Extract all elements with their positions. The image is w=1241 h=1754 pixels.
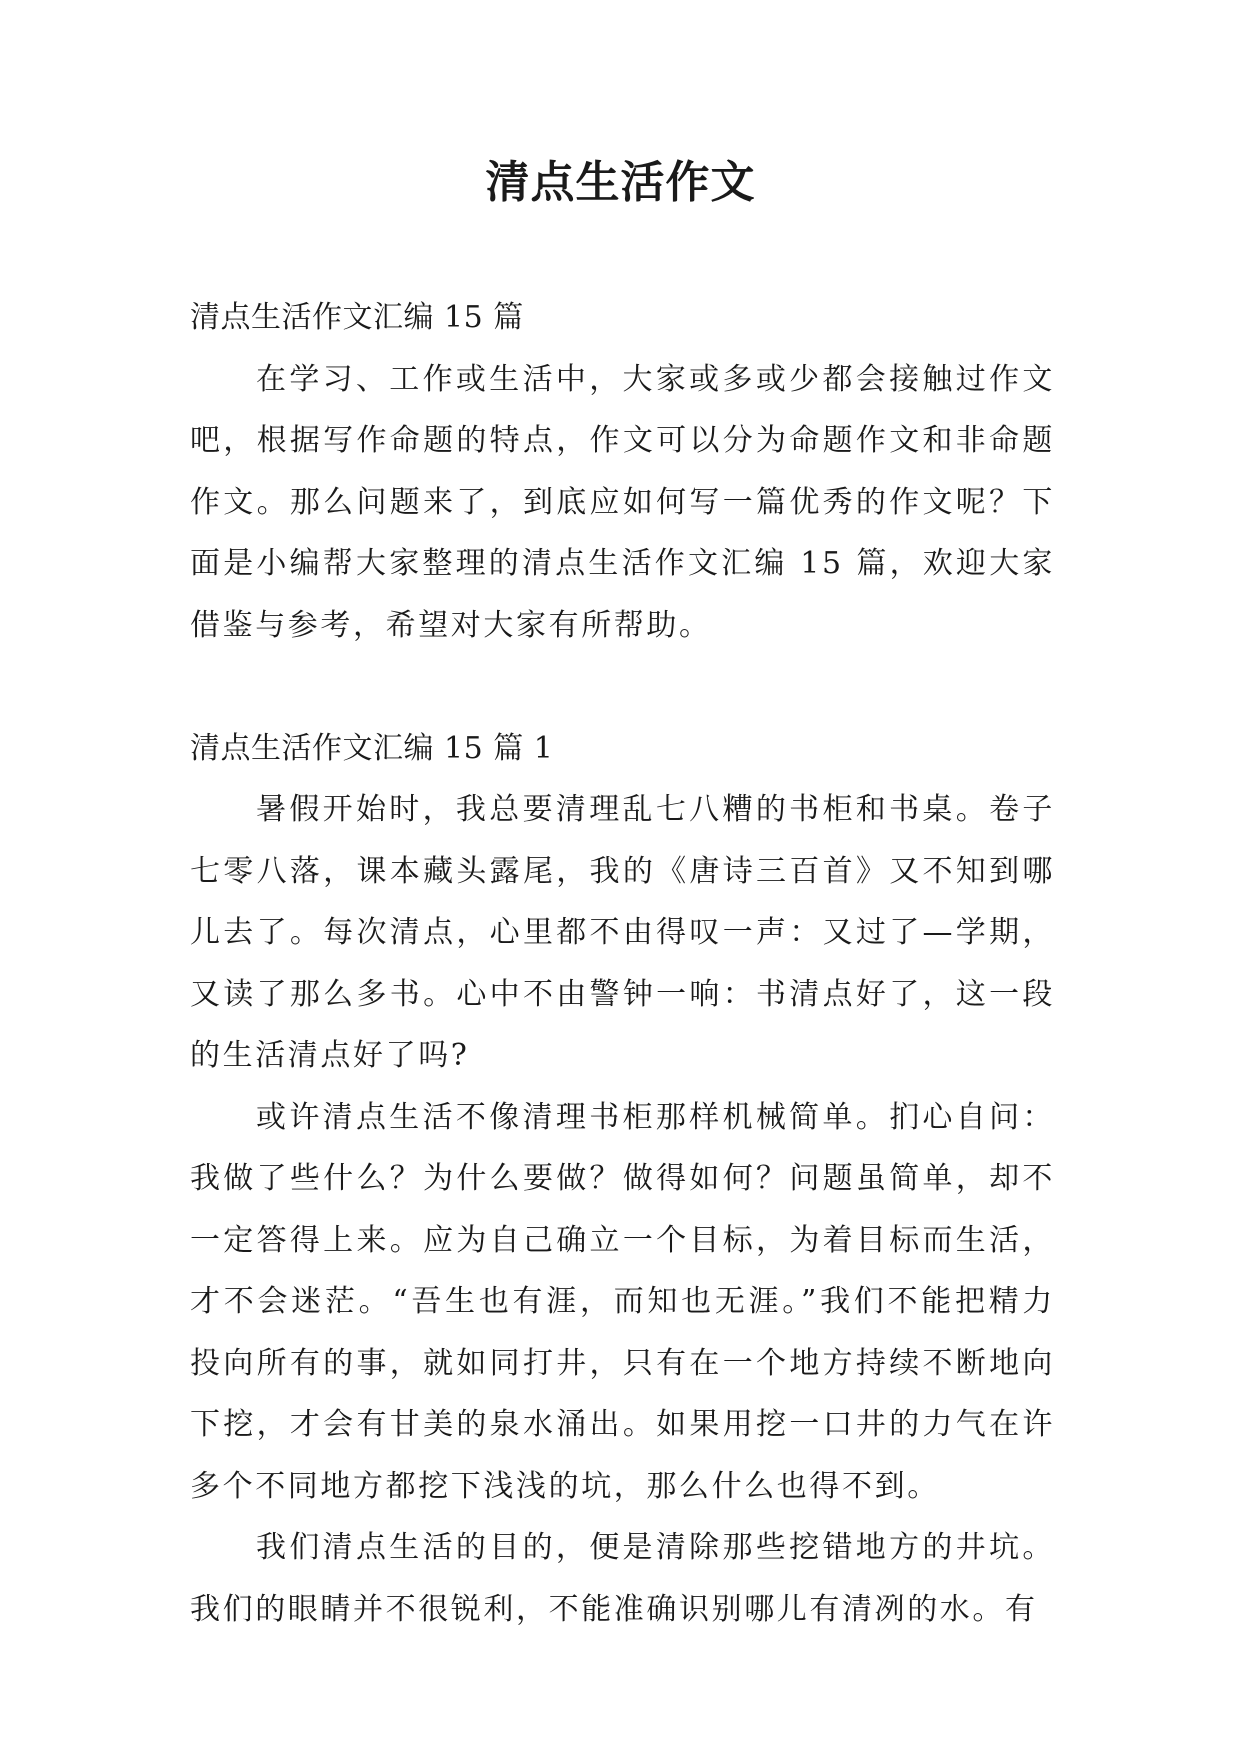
section-1-paragraph-2: 或许清点生活不像清理书柜那样机械简单。扪心自问：我做了些什么？为什么要做？做得如何？问题虽简单，却不一定答得上来。应为自己确立一个目标，为着目标而生活，才不会迷茫。“吾生也有涯，而知也无涯。”我们不能把精力投向所有的事，就如同打井，只有在一个地方持续不断地向下挖，才会有甘美的泉水涌出。如果用挖一口井的力气在许多个不同地方都挖下浅浅的坑，那么什么也得不到。 (190, 1099, 1055, 1504)
section-1-paragraph-3: 我们清点生活的目的，便是清除那些挖错地方的井坑。我们的眼睛并不很锐利，不能准确识别哪儿有清冽的水。有 (190, 1530, 1055, 1627)
document-body (190, 287, 1055, 1640)
document-title: 清点生活作文 (485, 157, 756, 208)
section-1-heading: 清点生活作文汇编 15 篇 1 (190, 730, 554, 766)
section-1-paragraph-1: 暑假开始时，我总要清理乱七八糟的书柜和书桌。卷子七零八落，课本藏头露尾，我的《唐诗三百首》又不知到哪儿去了。每次清点，心里都不由得叹一声：又过了—学期，又读了那么多书。心中不由警钟一响：书清点好了，这一段的生活清点好了吗? (190, 792, 1055, 1073)
intro-paragraph: 在学习、工作或生活中，大家或多或少都会接触过作文吧，根据写作命题的特点，作文可以分为命题作文和非命题作文。那么问题来了，到底应如何写一篇优秀的作文呢？下面是小编帮大家整理的清点生活作文汇编 15 篇，欢迎大家借鉴与参考，希望对大家有所帮助。 (190, 361, 1055, 643)
collection-heading: 清点生活作文汇编 15 篇 (190, 300, 524, 335)
section-spacer (190, 656, 1055, 718)
